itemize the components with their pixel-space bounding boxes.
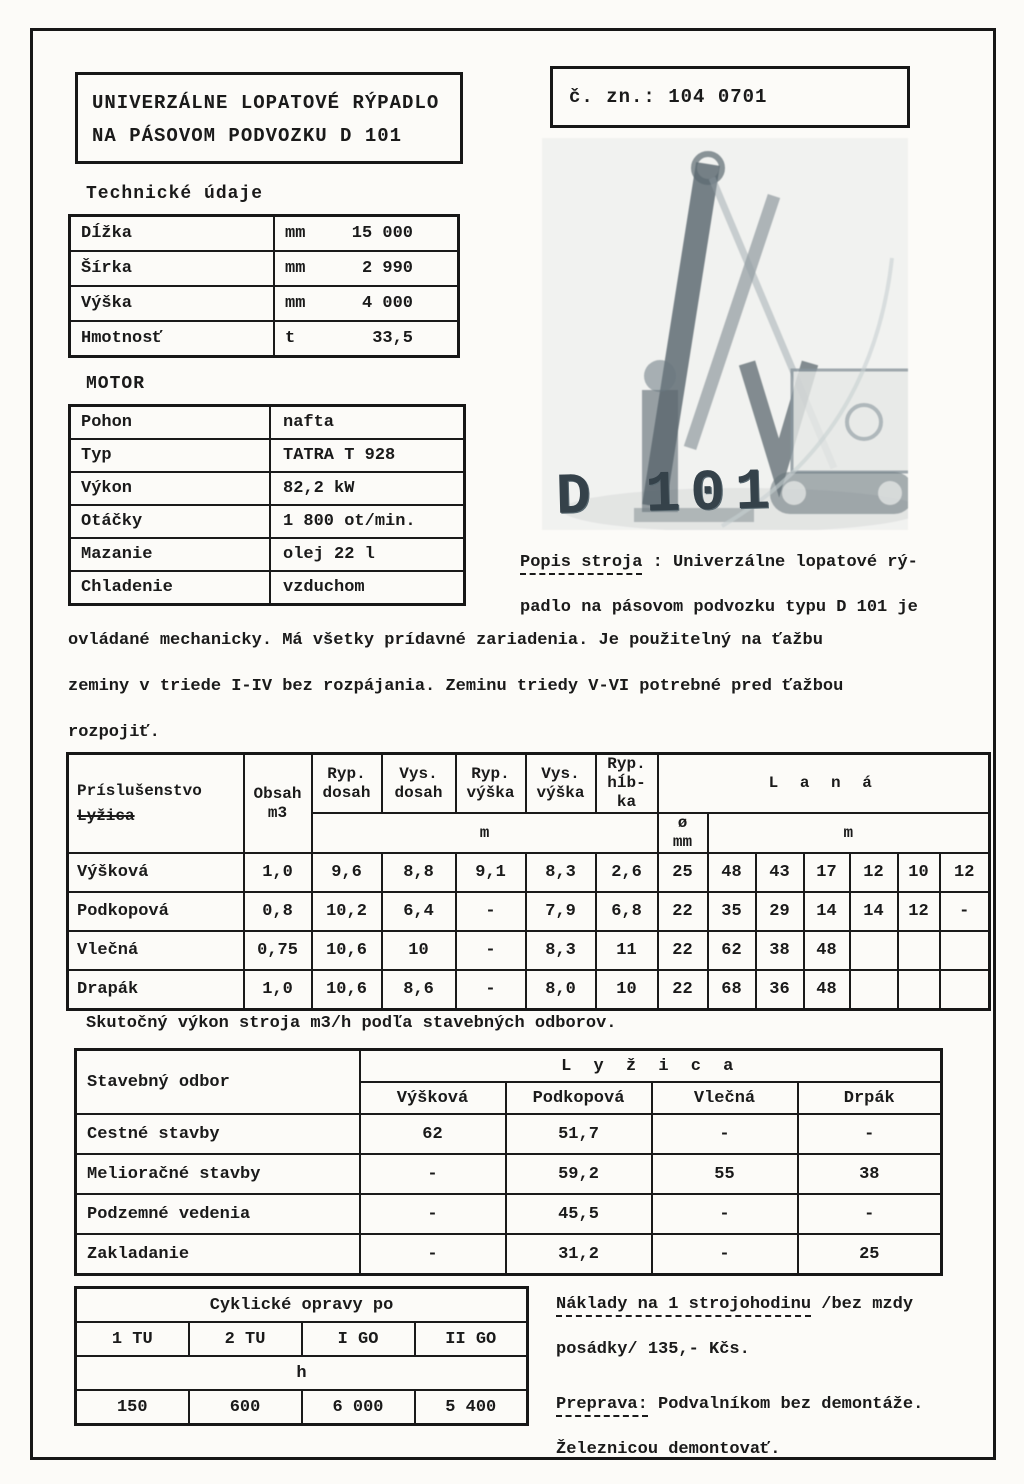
- table-cell: 150: [76, 1390, 189, 1425]
- column-header: Drpák: [798, 1082, 942, 1114]
- repairs-table: [74, 1286, 529, 1426]
- table-cell: 68: [708, 970, 756, 1010]
- table-cell: TATRA T 928: [270, 439, 465, 472]
- table-cell: [526, 754, 596, 814]
- table-row: [76, 1356, 528, 1390]
- table-row: [70, 406, 465, 440]
- table-row: [70, 286, 459, 321]
- table-row: [68, 892, 990, 931]
- costs-line: [556, 1282, 913, 1327]
- table-cell: 10: [382, 931, 456, 970]
- table-cell: 0,75: [244, 931, 312, 970]
- table-cell: 55: [652, 1154, 798, 1194]
- table-cell: 7,9: [526, 892, 596, 931]
- table-row: [76, 1154, 942, 1194]
- column-header: Vlečná: [652, 1082, 798, 1114]
- column-header: Ryp.: [327, 764, 366, 783]
- table-cell: 9,6: [312, 853, 382, 892]
- column-header: hĺb-ka: [607, 774, 646, 811]
- row-header: Vlečná: [68, 931, 244, 970]
- table-cell: [850, 931, 898, 970]
- table-cell: 12: [940, 853, 990, 892]
- code-box: [550, 66, 910, 128]
- costs-label: Náklady na 1 strojohodinu: [556, 1295, 811, 1317]
- motor-table: [68, 404, 466, 606]
- table-cell: 6 000: [302, 1390, 415, 1425]
- column-header: Obsah: [253, 784, 302, 803]
- table-row: [68, 970, 990, 1010]
- row-header: Drapák: [68, 970, 244, 1010]
- table-cell: 8,0: [526, 970, 596, 1010]
- column-header: I GO: [302, 1322, 415, 1356]
- description-line: rozpojiť.: [68, 723, 160, 742]
- table-cell: 9,1: [456, 853, 526, 892]
- table-cell: 12: [898, 892, 940, 931]
- column-header-lyzica: L y ž i c a: [360, 1050, 942, 1083]
- table-row: [70, 538, 465, 571]
- table-cell: 14: [804, 892, 850, 931]
- table-cell: 5 400: [415, 1390, 528, 1425]
- table-cell: 1 800 ot/min.: [270, 505, 465, 538]
- table-row: [76, 1390, 528, 1425]
- table-row: [70, 321, 459, 357]
- table-cell: -: [798, 1114, 942, 1154]
- table-cell: -: [360, 1194, 506, 1234]
- row-header: Podkopová: [68, 892, 244, 931]
- table-cell: [596, 754, 658, 814]
- table-cell: [898, 931, 940, 970]
- table-cell: 10,6: [312, 970, 382, 1010]
- row-header: Zakladanie: [76, 1234, 360, 1275]
- table-cell: 38: [798, 1154, 942, 1194]
- transport-block: [556, 1382, 923, 1472]
- column-header: Ryp.: [607, 755, 646, 773]
- table-row: [76, 1234, 942, 1275]
- machine-description-intro: [520, 540, 998, 630]
- table-cell: 12: [850, 853, 898, 892]
- column-header: Výšková: [360, 1082, 506, 1114]
- description-label: Popis stroja: [520, 553, 642, 575]
- table-cell: [68, 754, 244, 854]
- table-header-row: [76, 1288, 528, 1323]
- table-cell: Výška: [70, 286, 275, 321]
- column-header-struck: Lyžica: [77, 806, 135, 825]
- costs-block: [556, 1282, 913, 1372]
- table-cell: -: [940, 892, 990, 931]
- table-cell: 10,2: [312, 892, 382, 931]
- table-cell: 17: [804, 853, 850, 892]
- diameter-symbol: ø: [677, 814, 688, 832]
- table-cell: 38: [756, 931, 804, 970]
- table-cell: 600: [189, 1390, 302, 1425]
- row-header: Výšková: [68, 853, 244, 892]
- table-cell: [898, 970, 940, 1010]
- table-cell: 48: [804, 931, 850, 970]
- table-cell: 0,8: [244, 892, 312, 931]
- tech-section-title: Technické údaje: [86, 184, 264, 204]
- table-cell: 6,4: [382, 892, 456, 931]
- table-cell: [940, 931, 990, 970]
- code-number: č. zn.: 104 0701: [569, 86, 768, 108]
- output-table: [74, 1048, 943, 1276]
- table-cell: 8,3: [526, 853, 596, 892]
- table-cell: 10: [898, 853, 940, 892]
- value: 2 990: [361, 259, 413, 278]
- value: 4 000: [361, 294, 413, 313]
- column-header: výška: [536, 783, 585, 802]
- unit-label: mm: [285, 224, 306, 243]
- column-header: Podkopová: [506, 1082, 652, 1114]
- table-cell: 25: [658, 853, 708, 892]
- transport-label: Preprava:: [556, 1395, 648, 1417]
- table-cell: 8,6: [382, 970, 456, 1010]
- column-header: dosah: [394, 783, 443, 802]
- table-cell: Pohon: [70, 406, 271, 440]
- table-cell: Šírka: [70, 251, 275, 286]
- table-cell: 62: [360, 1114, 506, 1154]
- column-header: dosah: [322, 783, 371, 802]
- column-header: výška: [466, 783, 515, 802]
- table-row: [70, 439, 465, 472]
- transport-line: [556, 1382, 923, 1427]
- table-header-row: [76, 1322, 528, 1356]
- table-row: [70, 472, 465, 505]
- accessories-table: [66, 752, 991, 1011]
- table-cell: 43: [756, 853, 804, 892]
- table-cell: 29: [756, 892, 804, 931]
- table-row: [68, 853, 990, 892]
- table-cell: -: [456, 892, 526, 931]
- table-cell: [274, 286, 459, 321]
- table-cell: [274, 216, 459, 252]
- description-text: : Univerzálne lopatové rý-: [642, 553, 918, 572]
- table-cell: nafta: [270, 406, 465, 440]
- table-cell: -: [360, 1154, 506, 1194]
- table-row: [70, 505, 465, 538]
- table-cell: 36: [756, 970, 804, 1010]
- table-cell: -: [798, 1194, 942, 1234]
- table-cell: 25: [798, 1234, 942, 1275]
- table-row: [76, 1114, 942, 1154]
- table-cell: [244, 754, 312, 854]
- table-cell: 10: [596, 970, 658, 1010]
- table-cell: [274, 321, 459, 357]
- excavator-photo: [542, 138, 908, 530]
- column-header: Ryp.: [471, 764, 510, 783]
- table-cell: 22: [658, 970, 708, 1010]
- table-row: [70, 216, 459, 252]
- transport-text: Podvalníkom bez demontáže.: [647, 1395, 924, 1414]
- table-cell: -: [652, 1234, 798, 1275]
- row-header: Podzemné vedenia: [76, 1194, 360, 1234]
- table-cell: 31,2: [506, 1234, 652, 1275]
- table-row: [70, 571, 465, 605]
- title-box: [75, 72, 463, 164]
- row-header: Cestné stavby: [76, 1114, 360, 1154]
- table-cell: -: [652, 1194, 798, 1234]
- unit-header: mm: [672, 833, 693, 851]
- unit-label: mm: [285, 294, 306, 313]
- value: 33,5: [372, 329, 413, 348]
- description-line: [520, 540, 998, 585]
- table-cell: 48: [708, 853, 756, 892]
- costs-line: posádky/ 135,- Kčs.: [556, 1340, 750, 1359]
- table-cell: 1,0: [244, 970, 312, 1010]
- table-cell: Mazanie: [70, 538, 271, 571]
- table-cell: olej 22 l: [270, 538, 465, 571]
- table-cell: 1,0: [244, 853, 312, 892]
- table-cell: vzduchom: [270, 571, 465, 605]
- table-cell: 62: [708, 931, 756, 970]
- table-cell: 48: [804, 970, 850, 1010]
- column-header: 2 TU: [189, 1322, 302, 1356]
- table-row: [76, 1194, 942, 1234]
- unit-header: h: [76, 1356, 528, 1390]
- column-header: Stavebný odbor: [76, 1050, 360, 1115]
- table-cell: 8,8: [382, 853, 456, 892]
- table-cell: 45,5: [506, 1194, 652, 1234]
- table-header-row: [68, 754, 990, 814]
- page-title-line1: UNIVERZÁLNE LOPATOVÉ RÝPADLO: [92, 92, 440, 114]
- table-cell: 10,6: [312, 931, 382, 970]
- motor-section-title: MOTOR: [86, 374, 146, 394]
- unit-label: t: [285, 329, 296, 348]
- table-cell: [456, 754, 526, 814]
- transport-line: Železnicou demontovať.: [556, 1440, 781, 1459]
- table-cell: [850, 970, 898, 1010]
- table-cell: -: [456, 931, 526, 970]
- table-cell: 59,2: [506, 1154, 652, 1194]
- table-cell: -: [652, 1114, 798, 1154]
- column-header-lana: L a n á: [658, 754, 990, 814]
- value: 15 000: [351, 224, 413, 243]
- table-cell: Typ: [70, 439, 271, 472]
- column-header: Vys.: [399, 764, 438, 783]
- table-cell: -: [360, 1234, 506, 1275]
- machine-description-body: [68, 618, 983, 756]
- table-cell: Výkon: [70, 472, 271, 505]
- column-header: Vys.: [541, 764, 580, 783]
- table-cell: Hmotnosť: [70, 321, 275, 357]
- table-cell: -: [456, 970, 526, 1010]
- costs-text: /bez mzdy: [811, 1295, 914, 1314]
- column-header: m3: [267, 803, 288, 822]
- photo-model-label: D 101: [555, 460, 781, 531]
- table-cell: 11: [596, 931, 658, 970]
- unit-header: m: [708, 813, 990, 853]
- table-cell: 2,6: [596, 853, 658, 892]
- column-header: II GO: [415, 1322, 528, 1356]
- table-cell: 82,2 kW: [270, 472, 465, 505]
- description-line: zeminy v triede I-IV bez rozpájania. Zeminu triedy V-VI potrebné pred ťažbou: [68, 677, 844, 696]
- table-row: [70, 251, 459, 286]
- page-title-line2: NA PÁSOVOM PODVOZKU D 101: [92, 125, 403, 147]
- description-line: ovládané mechanicky. Má všetky prídavné zariadenia. Je použitelný na ťažbu: [68, 631, 823, 650]
- table-cell: [274, 251, 459, 286]
- table-cell: Chladenie: [70, 571, 271, 605]
- table-cell: 8,3: [526, 931, 596, 970]
- table-cell: 22: [658, 892, 708, 931]
- table-row: [68, 931, 990, 970]
- table-title: Cyklické opravy po: [76, 1288, 528, 1323]
- table-cell: Otáčky: [70, 505, 271, 538]
- table-cell: 6,8: [596, 892, 658, 931]
- table-cell: [382, 754, 456, 814]
- table-cell: [940, 970, 990, 1010]
- table-header-row: [76, 1050, 942, 1083]
- table-cell: 14: [850, 892, 898, 931]
- unit-header: m: [312, 813, 658, 853]
- table-cell: [312, 754, 382, 814]
- unit-label: mm: [285, 259, 306, 278]
- performance-note: Skutočný výkon stroja m3/h podľa stavebných odborov.: [86, 1014, 617, 1033]
- tech-table: [68, 214, 460, 358]
- table-cell: [658, 813, 708, 853]
- column-header: 1 TU: [76, 1322, 189, 1356]
- table-cell: 51,7: [506, 1114, 652, 1154]
- table-cell: 35: [708, 892, 756, 931]
- row-header: Melioračné stavby: [76, 1154, 360, 1194]
- column-header: Príslušenstvo: [77, 781, 202, 800]
- description-line: padlo na pásovom podvozku typu D 101 je: [520, 598, 918, 617]
- table-cell: 22: [658, 931, 708, 970]
- table-cell: Dĺžka: [70, 216, 275, 252]
